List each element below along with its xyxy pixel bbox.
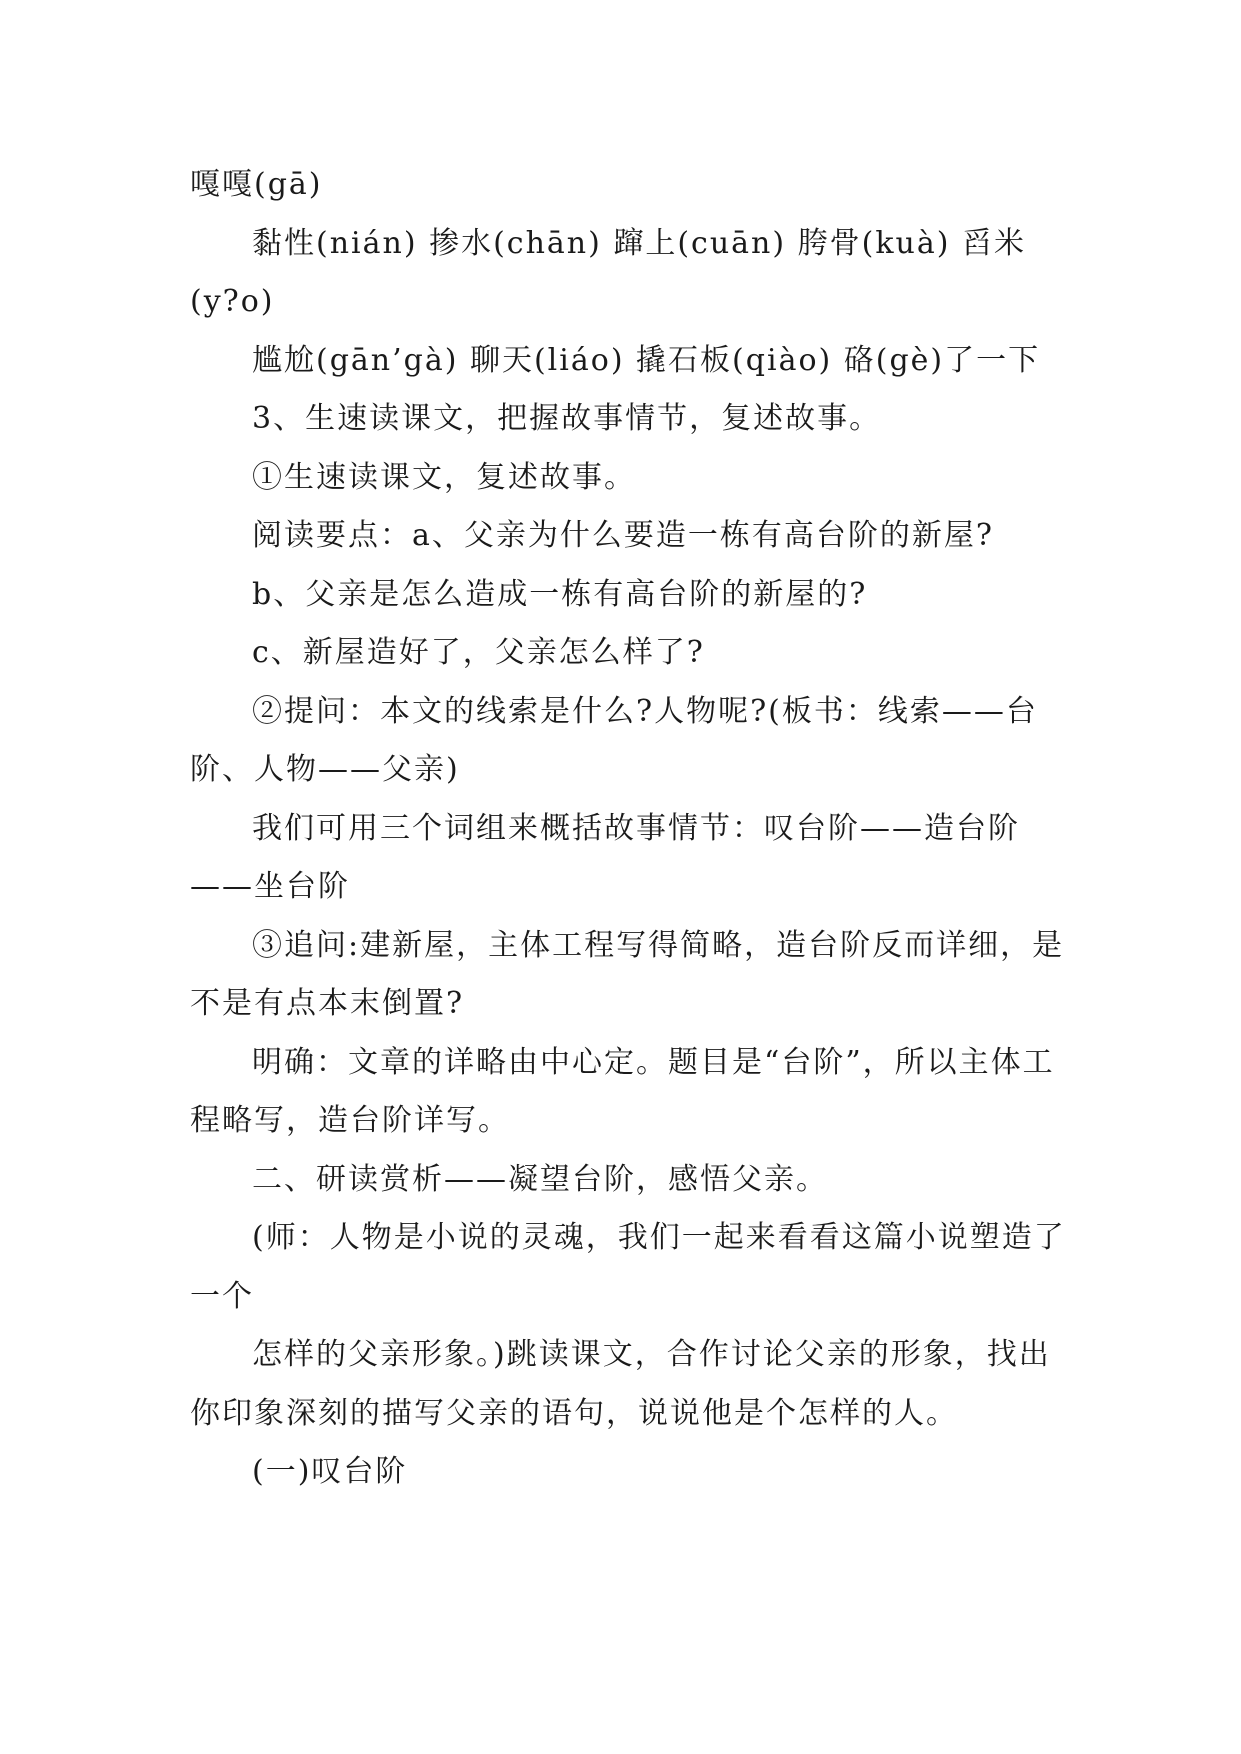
paragraph: 嘎嘎(gā) bbox=[190, 167, 323, 202]
paragraph: 黏性(nián) 掺水(chān) 蹿上(cuān) 胯骨(kuà) 舀米(y?o) bbox=[190, 225, 1026, 319]
paragraph: 尴尬(gān’gà) 聊天(liáo) 撬石板(qiào) 硌(gè)了一下 bbox=[252, 342, 1041, 378]
paragraph: ③追问:建新屋，主体工程写得简略，造台阶反而详细，是不是有点本末倒置? bbox=[190, 927, 1065, 1021]
paragraph: 我们可用三个词组来概括故事情节：叹台阶——造台阶——坐台阶 bbox=[190, 810, 1020, 904]
paragraph: 二、研读赏析——凝望台阶，感悟父亲。 bbox=[252, 1161, 828, 1197]
paragraph: b、父亲是怎么造成一栋有高台阶的新屋的? bbox=[252, 576, 868, 612]
paragraph: (师：人物是小说的灵魂，我们一起来看看这篇小说塑造了一个 bbox=[190, 1220, 1066, 1314]
paragraph: c、新屋造好了，父亲怎么样了? bbox=[252, 635, 705, 670]
paragraph: ②提问：本文的线索是什么?人物呢?(板书：线索——台阶、人物——父亲) bbox=[190, 693, 1038, 787]
paragraph: 明确：文章的详略由中心定。题目是“台阶”，所以主体工程略写，造台阶详写。 bbox=[190, 1044, 1055, 1138]
paragraph: ①生速读课文，复述故事。 bbox=[252, 459, 636, 495]
document-body bbox=[190, 156, 1070, 1502]
paragraph: (一)叹台阶 bbox=[252, 1454, 408, 1489]
paragraph: 怎样的父亲形象。)跳读课文，合作讨论父亲的形象，找出你印象深刻的描写父亲的语句，说说他是个怎样的人。 bbox=[190, 1337, 1051, 1431]
paragraph: 3、生速读课文，把握故事情节，复述故事。 bbox=[252, 401, 882, 436]
paragraph: 阅读要点：a、父亲为什么要造一栋有高台阶的新屋? bbox=[252, 518, 994, 553]
